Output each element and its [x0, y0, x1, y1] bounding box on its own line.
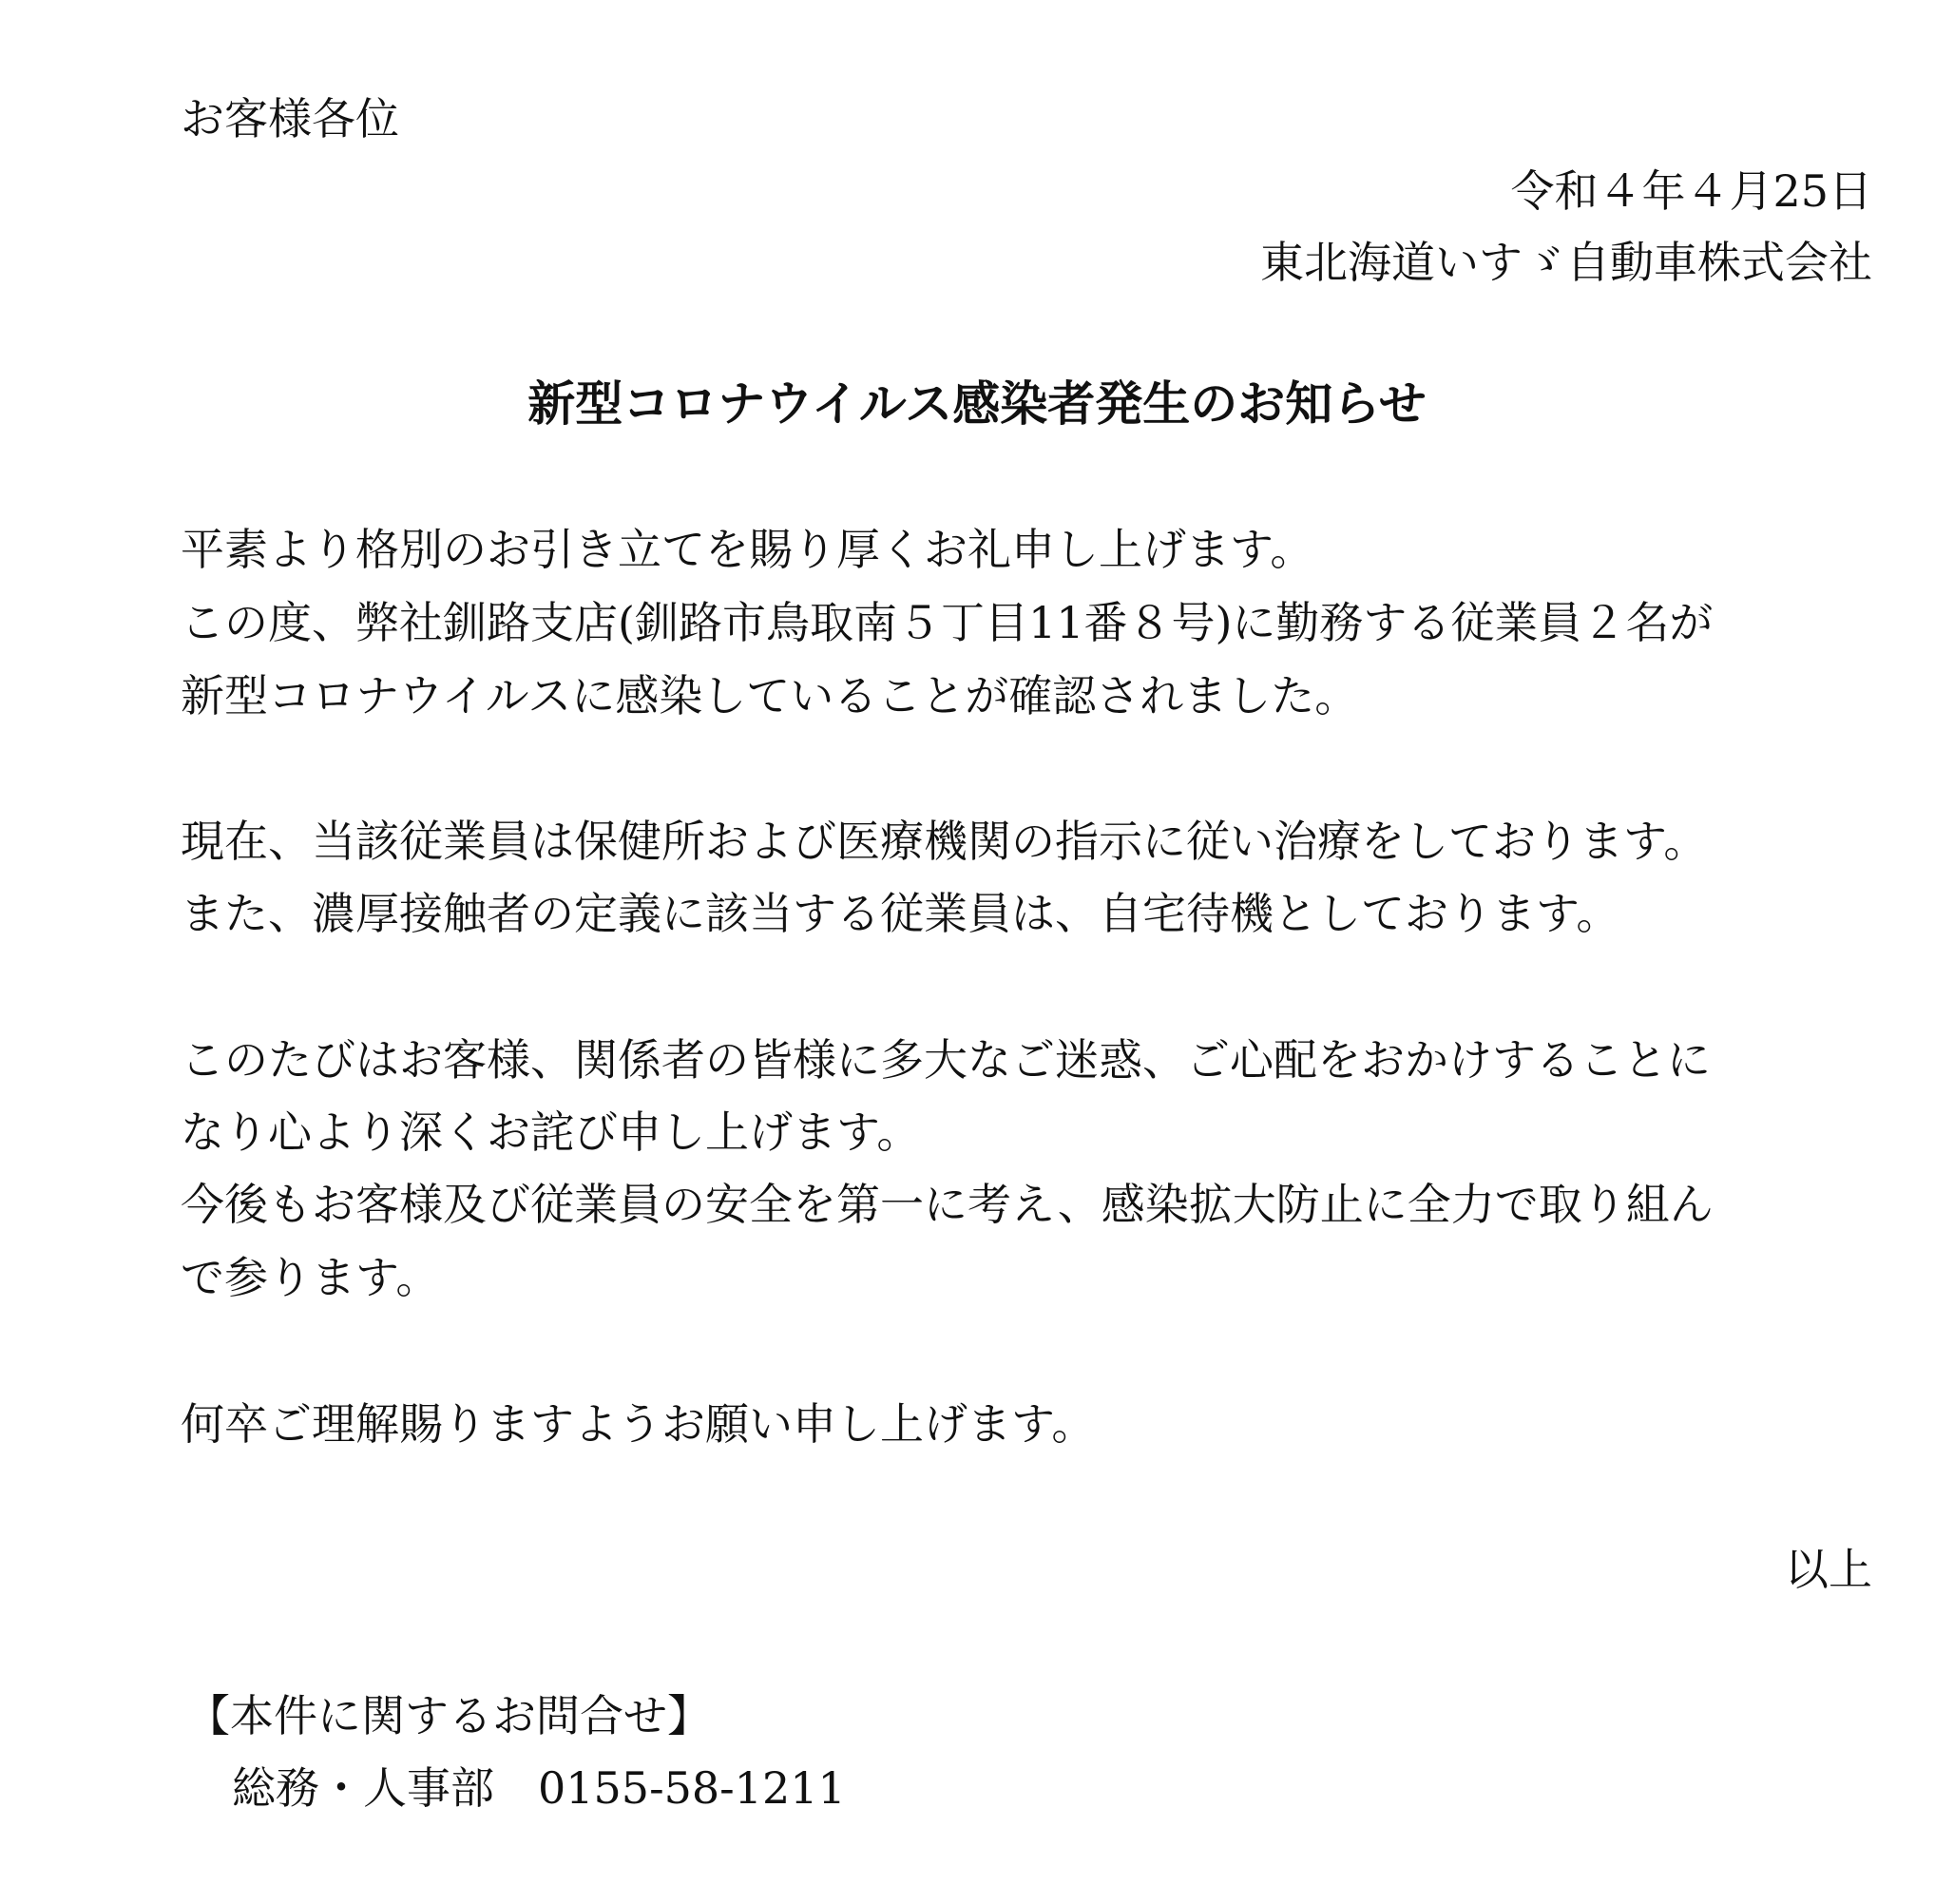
paragraph3-line3: 今後もお客様及び従業員の安全を第一に考え、感染拡大防止に全力で取り組ん	[181, 1179, 1714, 1230]
paragraph3-line4: で参ります。	[181, 1252, 440, 1303]
document-title: 新型コロナウイルス感染者発生のお知らせ	[527, 375, 1427, 432]
paragraph4: 何卒ご理解賜りますようお願い申し上げます。	[181, 1398, 1096, 1450]
company-name: 東北海道いすゞ自動車株式会社	[1260, 237, 1872, 288]
date: 令和４年４月25日	[1510, 165, 1872, 217]
contact-department: 総務・人事部 0155-58-1211	[232, 1762, 846, 1814]
contact-heading: 【本件に関するお問合せ】	[186, 1690, 711, 1741]
paragraph1-line3: 新型コロナウイルスに感染していることが確認されました。	[181, 670, 1359, 721]
paragraph1-line1: 平素より格別のお引き立てを賜り厚くお礼申し上げます。	[181, 524, 1314, 575]
addressee: お客様各位	[181, 93, 399, 144]
closing-word: 以上	[1785, 1544, 1872, 1595]
paragraph3-line1: このたびはお客様、関係者の皆様に多大なご迷惑、ご心配をおかけすることに	[181, 1034, 1711, 1086]
paragraph3-line2: なり心より深くお詫び申し上げます。	[181, 1106, 921, 1158]
paragraph1-line2: この度、弊社釧路支店(釧路市鳥取南５丁目11番８号)に勤務する従業員２名が	[181, 597, 1714, 648]
paragraph2-line2: また、濃厚接触者の定義に該当する従業員は、自宅待機としております。	[181, 888, 1620, 939]
paragraph2-line1: 現在、当該従業員は保健所および医療機関の指示に従い治療をしております。	[181, 816, 1708, 867]
